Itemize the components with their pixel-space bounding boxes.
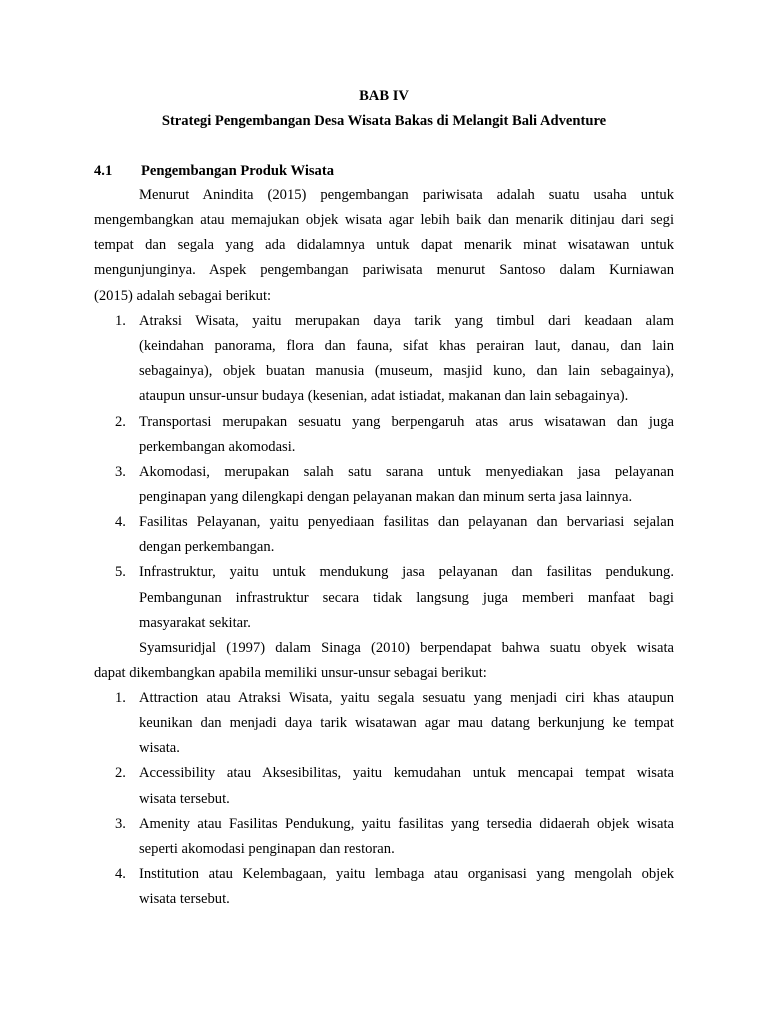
- section-title: Pengembangan Produk Wisata: [141, 163, 335, 179]
- list-line: wisata.: [139, 740, 180, 757]
- list-line: keunikan dan menjadi daya tarik wisatawan agar mau datang berkunjung ke tempat: [139, 715, 674, 732]
- list-item: [94, 309, 674, 410]
- aspect-list: [94, 309, 674, 636]
- paragraph-line: dapat dikembangkan apabila memiliki unsur-unsur sebagai berikut:: [94, 665, 487, 682]
- list-line: ataupun unsur-unsur budaya (kesenian, adat istiadat, makanan dan lain sebagainya).: [139, 388, 629, 405]
- list-line: Amenity atau Fasilitas Pendukung, yaitu fasilitas yang tersedia didaerah objek wisata: [139, 815, 674, 832]
- list-line: perkembangan akomodasi.: [139, 438, 296, 455]
- list-number: 4.: [115, 514, 126, 531]
- list-line: Fasilitas Pelayanan, yaitu penyediaan fasilitas dan pelayanan dan bervariasi sejalan: [139, 514, 674, 531]
- list-line: Infrastruktur, yaitu untuk mendukung jasa pelayanan dan fasilitas pendukung.: [139, 564, 674, 581]
- list-item: [94, 686, 674, 761]
- list-line: Transportasi merupakan sesuatu yang berpengaruh atas arus wisatawan dan juga: [139, 413, 674, 430]
- list-item: [94, 862, 674, 912]
- paragraph-line: Syamsuridjal (1997) dalam Sinaga (2010) berpendapat bahwa suatu obyek wisata: [139, 640, 674, 656]
- paragraph-line: (2015) adalah sebagai berikut:: [94, 287, 272, 304]
- list-line: (keindahan panorama, flora dan fauna, sifat khas perairan laut, danau, dan lain: [139, 338, 674, 355]
- paragraph-line: mengembangkan atau memajukan objek wisata agar lebih baik dan menarik ditinjau dari segi: [94, 212, 674, 229]
- list-line: Atraksi Wisata, yaitu merupakan daya tarik yang timbul dari keadaan alam: [139, 313, 674, 329]
- intro-paragraph: [94, 183, 674, 309]
- list-number: 5.: [115, 564, 126, 581]
- list-line: Attraction atau Atraksi Wisata, yaitu segala sesuatu yang menjadi ciri khas ataupun: [139, 690, 674, 706]
- list-line: Pembangunan infrastruktur secara tidak langsung juga memberi manfaat bagi: [139, 589, 674, 606]
- paragraph-line: mengunjunginya. Aspek pengembangan pariwisata menurut Santoso dalam Kurniawan: [94, 262, 674, 279]
- list-item: [94, 460, 674, 510]
- list-line: wisata tersebut.: [139, 891, 230, 908]
- list-line: wisata tersebut.: [139, 790, 230, 807]
- list-line: sebagainya), objek buatan manusia (museum, masjid kuno, dan lain sebagainya),: [139, 363, 674, 380]
- list-line: Institution atau Kelembagaan, yaitu lembaga atau organisasi yang mengolah objek: [139, 865, 674, 882]
- section-heading: [94, 163, 334, 180]
- list-number: 1.: [115, 313, 126, 329]
- second-paragraph: [94, 636, 674, 686]
- chapter-title: Strategi Pengembangan Desa Wisata Bakas di Melangit Bali Adventure: [161, 113, 607, 129]
- section-number: 4.1: [94, 163, 113, 179]
- list-line: masyarakat sekitar.: [139, 614, 251, 631]
- list-number: 4.: [115, 865, 126, 882]
- list-line: dengan perkembangan.: [139, 539, 275, 556]
- paragraph-line: Menurut Anindita (2015) pengembangan pariwisata adalah suatu usaha untuk: [139, 187, 674, 203]
- list-line: Akomodasi, merupakan salah satu sarana untuk menyediakan jasa pelayanan: [139, 463, 674, 480]
- list-item: [94, 560, 674, 635]
- element-list: [94, 686, 674, 912]
- list-number: 3.: [115, 463, 126, 480]
- chapter-label: BAB IV: [359, 88, 409, 104]
- list-number: 2.: [115, 413, 126, 430]
- list-line: penginapan yang dilengkapi dengan pelayanan makan dan minum serta jasa lainnya.: [139, 488, 633, 505]
- list-item: [94, 410, 674, 460]
- list-item: [94, 812, 674, 862]
- list-item: [94, 761, 674, 811]
- list-number: 3.: [115, 815, 126, 832]
- list-line: seperti akomodasi penginapan dan restoran.: [139, 840, 395, 857]
- list-number: 2.: [115, 765, 126, 782]
- paragraph-line: tempat dan segala yang ada didalamnya untuk dapat menarik minat wisatawan untuk: [94, 237, 674, 254]
- list-line: Accessibility atau Aksesibilitas, yaitu kemudahan untuk mencapai tempat wisata: [139, 765, 674, 782]
- list-number: 1.: [115, 690, 126, 706]
- list-item: [94, 510, 674, 560]
